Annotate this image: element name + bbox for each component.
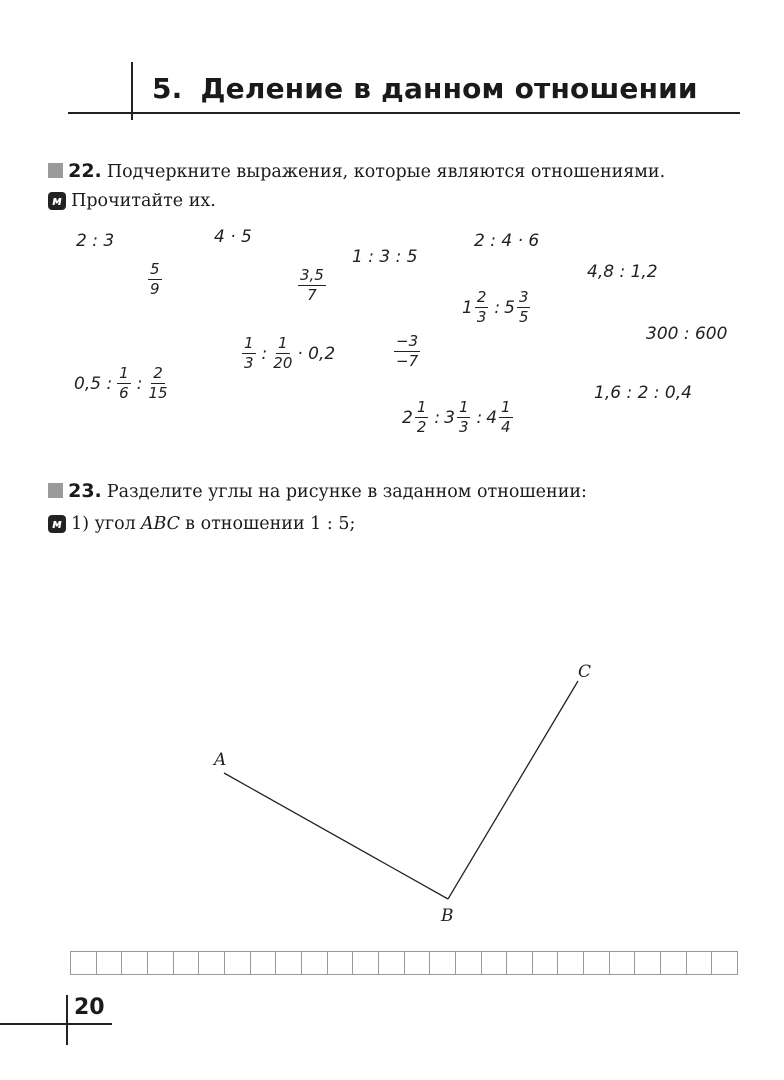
fraction: 1 2 xyxy=(416,398,427,436)
task-23-item-1-prefix: 1) угол xyxy=(71,514,136,534)
ray-bc xyxy=(448,681,578,899)
footer-vertical-rule xyxy=(66,995,68,1045)
expression-1: 2 : 3 xyxy=(76,231,115,251)
expression-10: 1 3 : 1 20 · 0,2 xyxy=(244,334,336,372)
point-c-label: C xyxy=(578,662,592,682)
task-22-text-line2: Прочитайте их. xyxy=(71,191,216,211)
page-number: 20 xyxy=(74,995,105,1020)
fraction: 3 5 xyxy=(518,288,529,326)
fraction: 1 3 xyxy=(244,334,254,372)
expression-3: 1 : 3 : 5 xyxy=(352,247,418,267)
section-title-text: Деление в данном отношении xyxy=(200,72,698,105)
m-badge-icon: м xyxy=(48,192,66,210)
fraction: 1 6 xyxy=(119,364,129,402)
fraction: 3,5 7 xyxy=(300,266,324,304)
answer-grid xyxy=(70,951,738,975)
task-23-text: Разделите углы на рисунке в заданном отношении: xyxy=(106,482,587,502)
ray-ba xyxy=(224,773,448,899)
point-b-label: B xyxy=(441,906,454,926)
fraction: 1 20 xyxy=(273,334,293,372)
point-a-label: A xyxy=(214,750,227,770)
expression-8: 1 2 3 : 5 3 5 xyxy=(462,288,529,326)
expression-9: 300 : 600 xyxy=(646,324,728,344)
task-23-item-1-var: ABC xyxy=(140,514,181,534)
task-22-text-line1: Подчеркните выражения, которые являются отношениями. xyxy=(106,162,666,182)
fraction: 5 9 xyxy=(150,260,160,298)
fraction: 2 15 xyxy=(148,364,168,402)
fraction: −3 −7 xyxy=(396,332,419,370)
expression-4: 2 : 4 · 6 xyxy=(474,231,540,251)
fraction: 1 4 xyxy=(501,398,511,436)
fraction: 2 3 xyxy=(476,288,487,326)
section-number: 5. xyxy=(152,72,183,105)
expression-13: 1,6 : 2 : 0,4 xyxy=(594,383,692,403)
expression-12: 0,5 : 1 6 : 2 15 xyxy=(74,364,168,402)
footer-horizontal-rule xyxy=(0,1023,112,1025)
expression-14: 2 1 2 : 3 1 3 : 4 1 4 xyxy=(402,398,511,436)
task-22-number: 22. xyxy=(68,160,102,182)
expression-2: 4 · 5 xyxy=(214,227,252,247)
task-23-number: 23. xyxy=(68,480,102,502)
task-23-item-1-suffix: в отношении 1 : 5; xyxy=(185,514,356,534)
m-badge-icon: м xyxy=(48,515,66,533)
expression-7: 4,8 : 1,2 xyxy=(587,262,658,282)
fraction: 1 3 xyxy=(458,398,469,436)
